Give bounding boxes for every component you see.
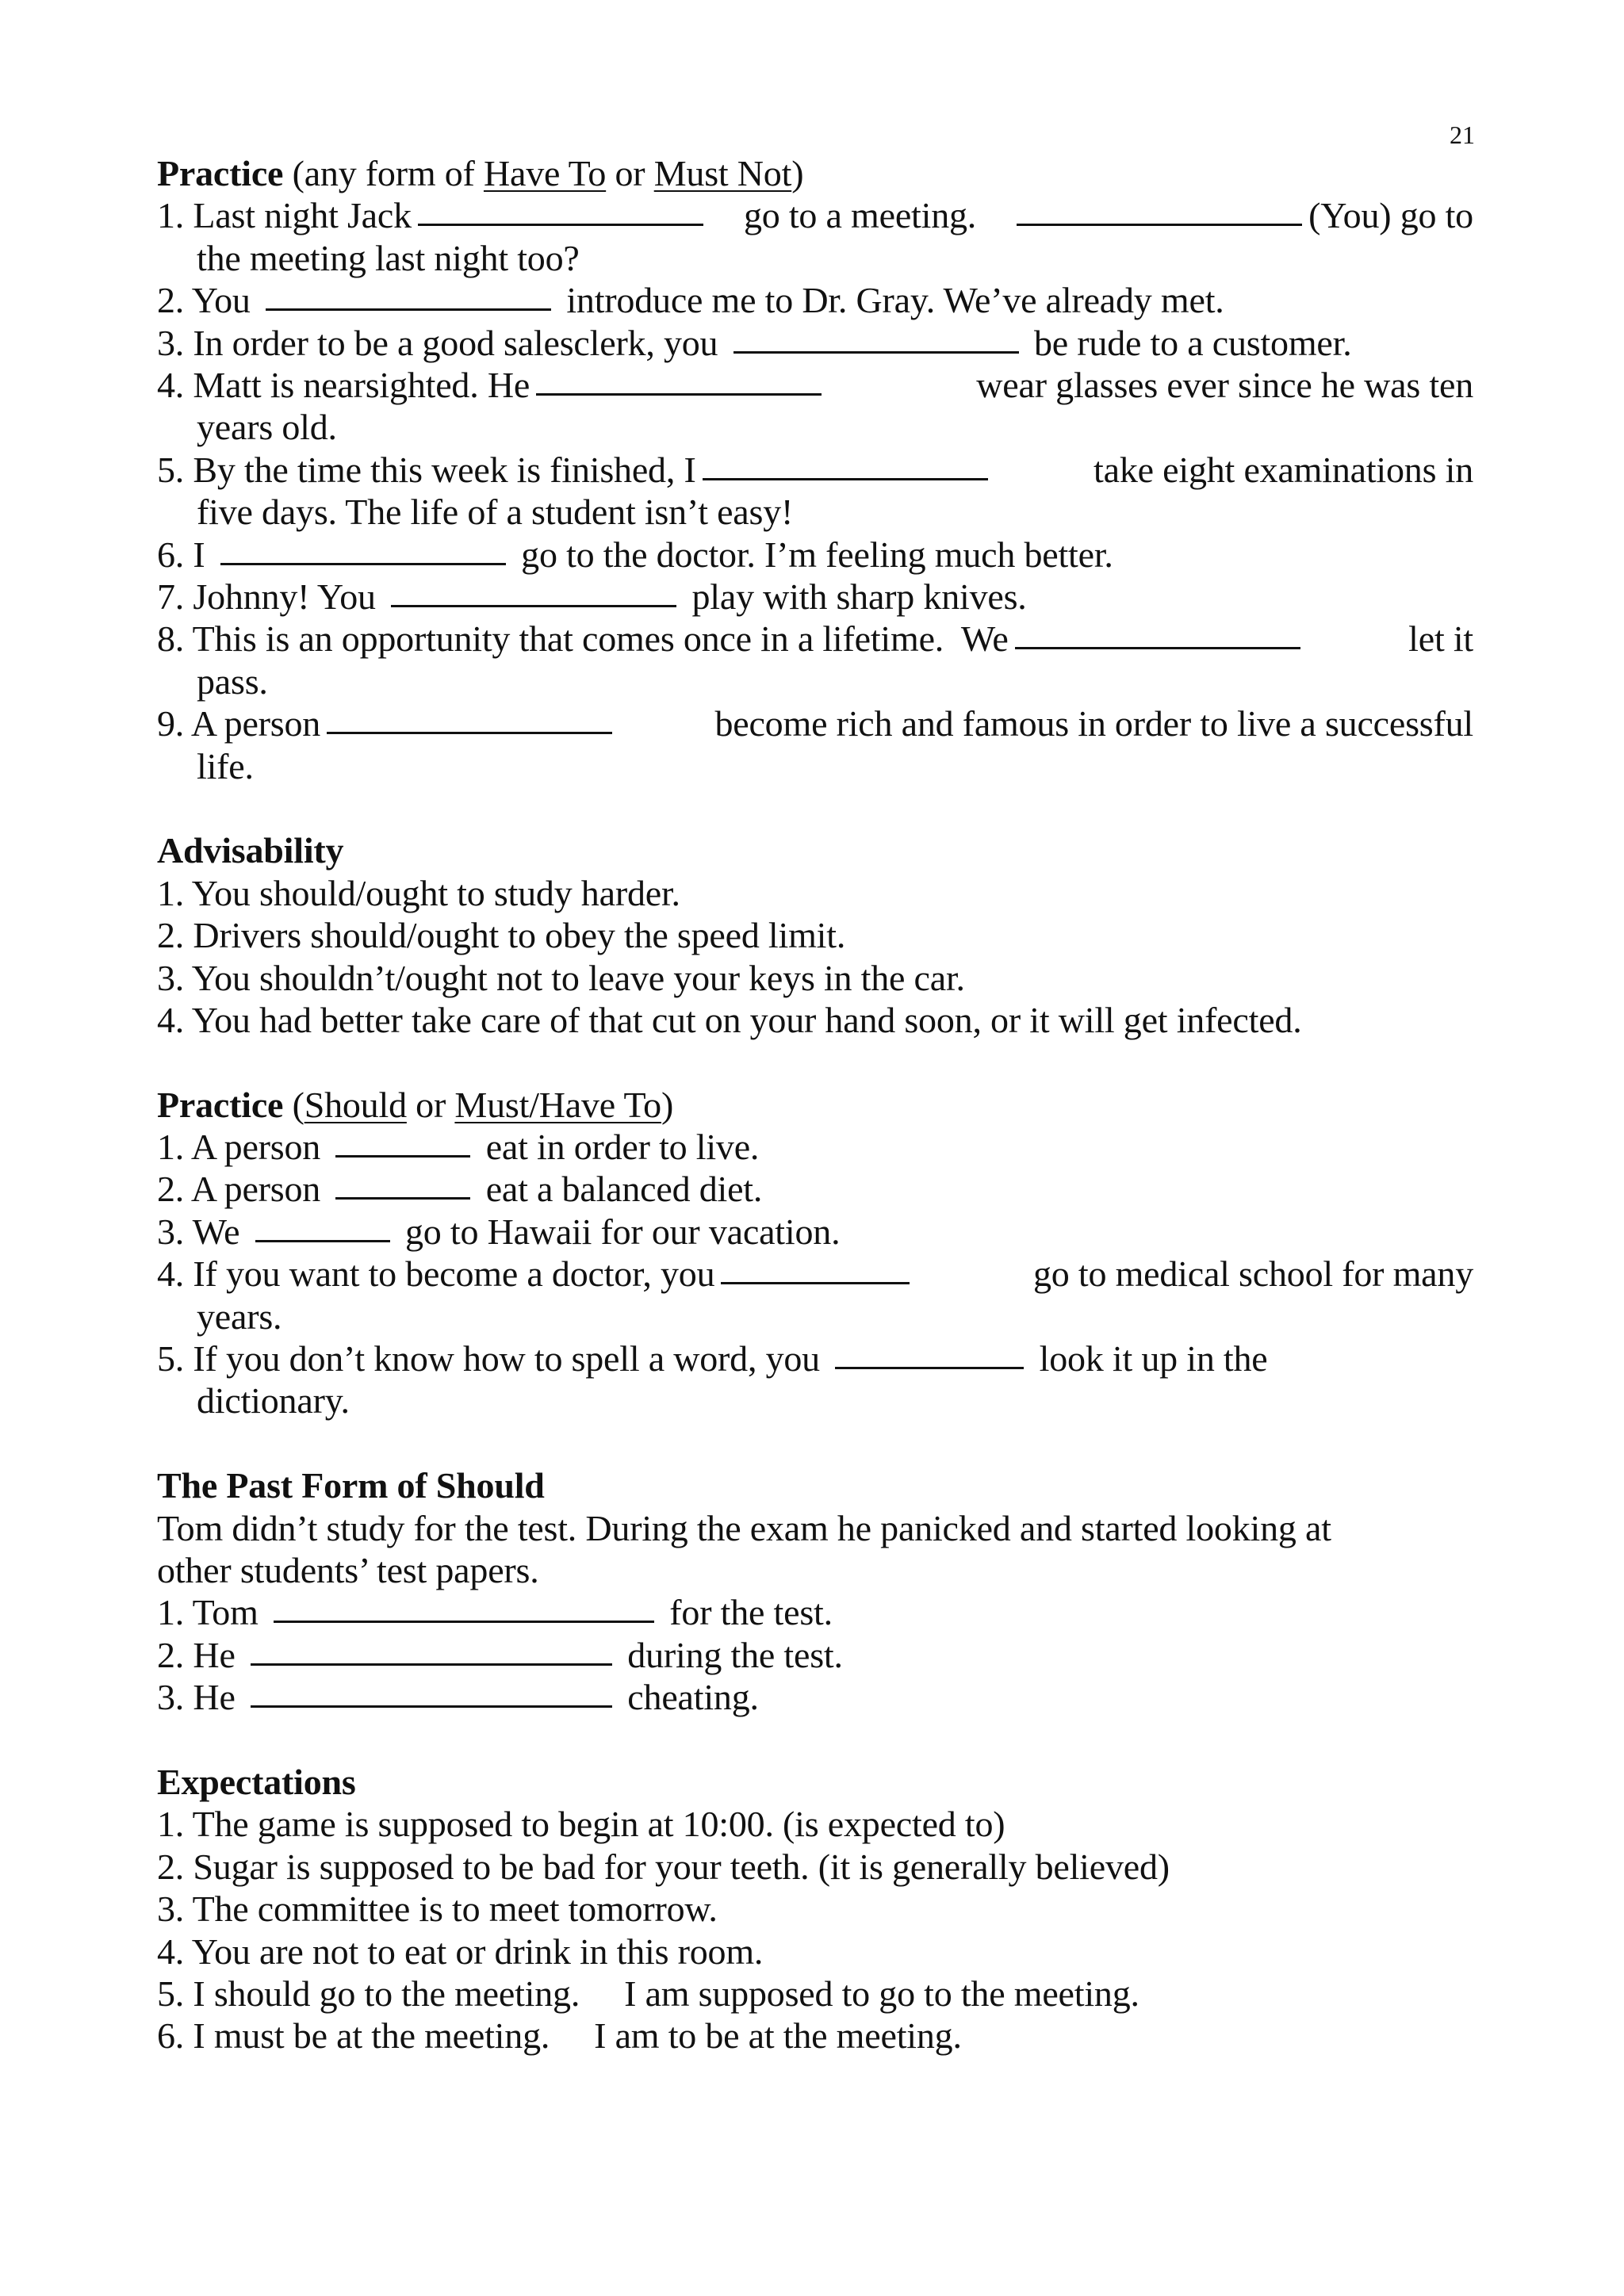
exercise-item: 3. We go to Hawaii for our vacation. <box>157 1211 841 1252</box>
exercise-item: 3. He cheating. <box>157 1677 759 1718</box>
exercise-item: 1. Tom for the test. <box>157 1592 833 1633</box>
answer-blank[interactable] <box>251 1663 612 1666</box>
exercise-item-continuation: pass. <box>197 660 268 702</box>
practice-should-heading: Practice (Should or Must/Have To) <box>157 1084 674 1125</box>
answer-blank[interactable] <box>335 1196 470 1200</box>
advisability-heading: Advisability <box>157 830 344 871</box>
example-sentence: 5. I should go to the meeting. I am supposed to go to the meeting. <box>157 1973 1139 2014</box>
example-sentence: 2. Sugar is supposed to be bad for your teeth. (it is generally believed) <box>157 1846 1170 1887</box>
answer-blank[interactable] <box>835 1366 1024 1369</box>
past-should-heading: The Past Form of Should <box>157 1465 545 1506</box>
example-sentence: 2. Drivers should/ought to obey the speed limit. <box>157 915 846 956</box>
example-sentence: 4. You had better take care of that cut on your hand soon, or it will get infected. <box>157 999 1302 1040</box>
exercise-item: 9. A person become rich and famous in order to live a successful <box>157 703 1473 744</box>
exercise-item: 5. By the time this week is finished, I take eight examinations in <box>157 449 1473 490</box>
exercise-item: 2. A person eat a balanced diet. <box>157 1169 763 1210</box>
example-sentence: 1. The game is supposed to begin at 10:00. (is expected to) <box>157 1804 1005 1845</box>
exercise-item: 2. He during the test. <box>157 1634 843 1675</box>
exercise-item: 2. You introduce me to Dr. Gray. We’ve already met. <box>157 280 1224 321</box>
exercise-item: 4. Matt is nearsighted. He wear glasses ever since he was ten <box>157 364 1473 405</box>
answer-blank[interactable] <box>1015 646 1300 649</box>
answer-blank[interactable] <box>536 392 822 396</box>
scenario-text: Tom didn’t study for the test. During the exam he panicked and started looking at <box>157 1507 1331 1548</box>
exercise-item: 5. If you don’t know how to spell a word, you look it up in the <box>157 1338 1268 1380</box>
answer-blank[interactable] <box>266 308 551 311</box>
answer-blank[interactable] <box>335 1154 470 1158</box>
answer-blank[interactable] <box>274 1620 654 1623</box>
exercise-item: 1. Last night Jack go to a meeting. (You) go to <box>157 195 1473 236</box>
practice-have-to-heading: Practice (any form of Have To or Must Not) <box>157 153 804 193</box>
answer-blank[interactable] <box>391 604 676 607</box>
example-sentence: 3. You shouldn’t/ought not to leave your keys in the car. <box>157 957 965 998</box>
answer-blank[interactable] <box>418 223 703 226</box>
exercise-item-continuation: the meeting last night too? <box>197 237 580 278</box>
answer-blank[interactable] <box>703 477 988 480</box>
exercise-item: 8. This is an opportunity that comes once in a lifetime. We let it <box>157 618 1473 660</box>
example-sentence: 6. I must be at the meeting. I am to be at the meeting. <box>157 2015 962 2057</box>
answer-blank[interactable] <box>733 350 1019 354</box>
exercise-item: 7. Johnny! You play with sharp knives. <box>157 576 1027 617</box>
answer-blank[interactable] <box>1017 223 1302 226</box>
example-sentence: 4. You are not to eat or drink in this room. <box>157 1931 764 1972</box>
answer-blank[interactable] <box>220 562 506 565</box>
exercise-item-continuation: life. <box>197 745 254 786</box>
exercise-item-continuation: years. <box>197 1295 282 1337</box>
page-number: 21 <box>1450 121 1475 149</box>
example-sentence: 1. You should/ought to study harder. <box>157 872 680 913</box>
exercise-item: 4. If you want to become a doctor, you go to medical school for many <box>157 1253 1473 1295</box>
answer-blank[interactable] <box>327 731 612 734</box>
worksheet-content <box>157 152 1473 2057</box>
exercise-item-continuation: dictionary. <box>197 1380 350 1422</box>
exercise-item: 1. A person eat in order to live. <box>157 1127 760 1168</box>
exercise-item: 3. In order to be a good salesclerk, you be rude to a customer. <box>157 322 1352 363</box>
exercise-item-continuation: years old. <box>197 407 337 448</box>
answer-blank[interactable] <box>251 1705 612 1708</box>
expectations-heading: Expectations <box>157 1761 356 1802</box>
exercise-item-continuation: five days. The life of a student isn’t easy! <box>197 492 794 533</box>
example-sentence: 3. The committee is to meet tomorrow. <box>157 1888 718 1930</box>
scenario-text: other students’ test papers. <box>157 1549 539 1590</box>
answer-blank[interactable] <box>255 1239 390 1242</box>
exercise-item: 6. I go to the doctor. I’m feeling much better. <box>157 534 1113 575</box>
answer-blank[interactable] <box>721 1281 910 1284</box>
